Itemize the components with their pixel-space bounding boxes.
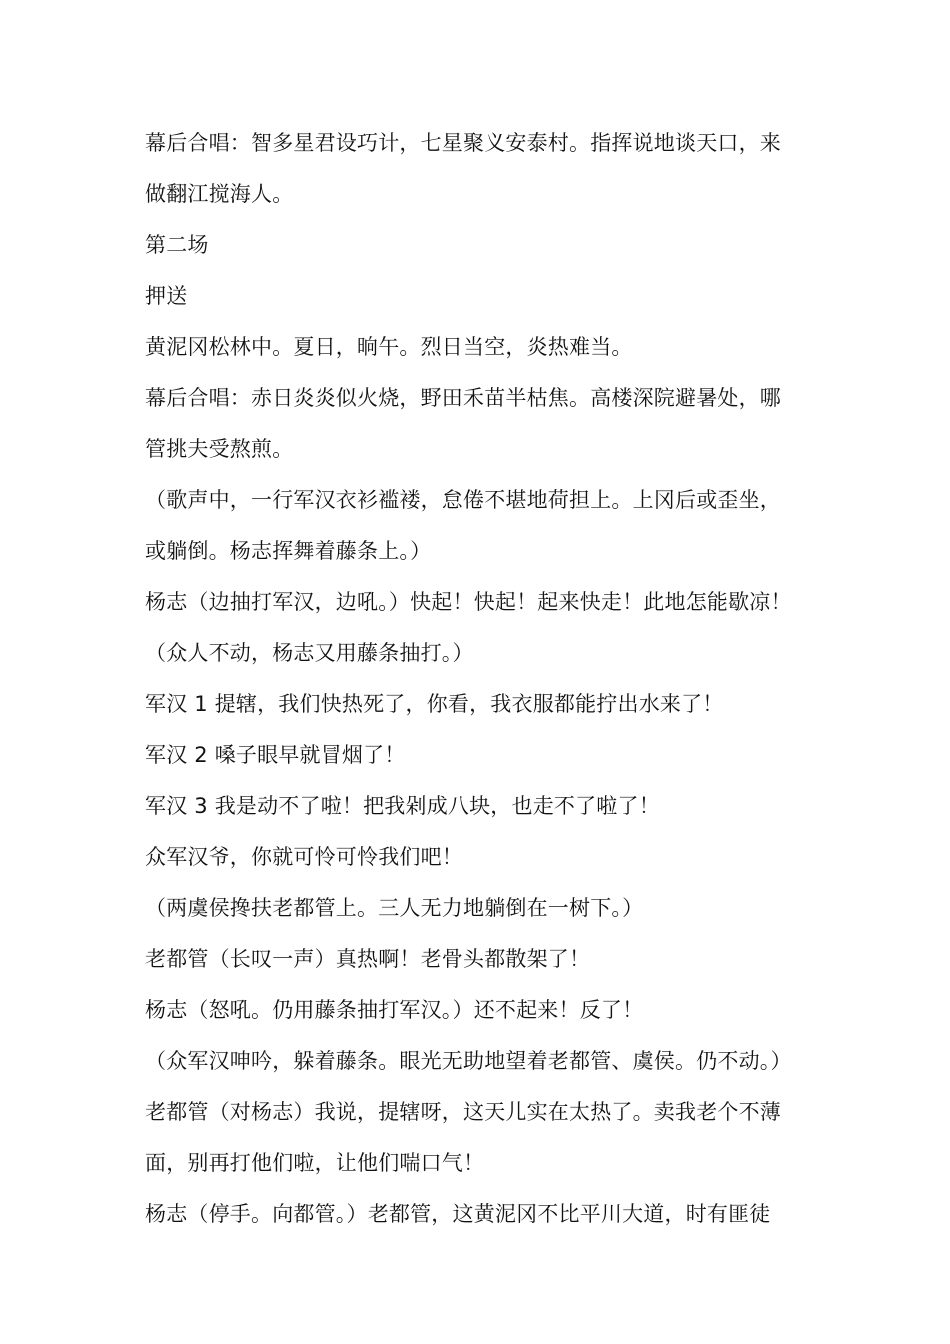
- chorus-line: 幕后合唱：智多星君设巧计，七星聚义安泰村。指挥说地谈天口，来: [145, 131, 781, 155]
- chorus-line-continued: 做翻江搅海人。: [145, 182, 294, 206]
- dialogue-line: 军汉 2 嗓子眼早就冒烟了！: [145, 743, 406, 767]
- chorus-line-continued: 管挑夫受熬煎。: [145, 437, 294, 461]
- dialogue-line: 杨志（边抽打军汉，边吼。）快起！快起！起来快走！此地怎能歇凉！: [145, 590, 792, 614]
- dialogue-line: 军汉 1 提辖，我们快热死了，你看，我衣服都能拧出水来了！: [145, 692, 724, 716]
- dialogue-line: 军汉 3 我是动不了啦！把我剁成八块，也走不了啦了！: [145, 794, 660, 818]
- stage-direction: （众军汉呻吟，躲着藤条。眼光无助地望着老都管、虞侯。仍不动。）: [145, 1049, 792, 1073]
- stage-direction: （两虞侯搀扶老都管上。三人无力地躺倒在一树下。）: [145, 896, 644, 920]
- scene-number: 第二场: [145, 233, 209, 257]
- dialogue-line: 杨志（怒吼。仍用藤条抽打军汉。）还不起来！反了！: [145, 998, 644, 1022]
- dialogue-line: 老都管（对杨志）我说，提辖呀，这天儿实在太热了。卖我老个不薄: [145, 1100, 781, 1124]
- stage-direction: （歌声中，一行军汉衣衫褴褛，怠倦不堪地荷担上。上冈后或歪坐，: [145, 488, 781, 512]
- setting-description: 黄泥冈松林中。夏日，晌午。烈日当空，炎热难当。: [145, 335, 633, 359]
- stage-direction-continued: 或躺倒。杨志挥舞着藤条上。）: [145, 539, 432, 563]
- script-text-body: [145, 118, 815, 1240]
- stage-direction: （众人不动，杨志又用藤条抽打。）: [145, 641, 474, 665]
- chorus-line: 幕后合唱：赤日炎炎似火烧，野田禾苗半枯焦。高楼深院避暑处，哪: [145, 386, 781, 410]
- dialogue-line-continued: 面，别再打他们啦，让他们喘口气！: [145, 1151, 485, 1175]
- scene-title: 押送: [145, 284, 188, 308]
- dialogue-line: 众军汉爷，你就可怜可怜我们吧！: [145, 845, 463, 869]
- dialogue-line: 老都管（长叹一声）真热啊！老骨头都散架了！: [145, 947, 591, 971]
- dialogue-line: 杨志（停手。向都管。）老都管，这黄泥冈不比平川大道，时有匪徒: [145, 1202, 771, 1226]
